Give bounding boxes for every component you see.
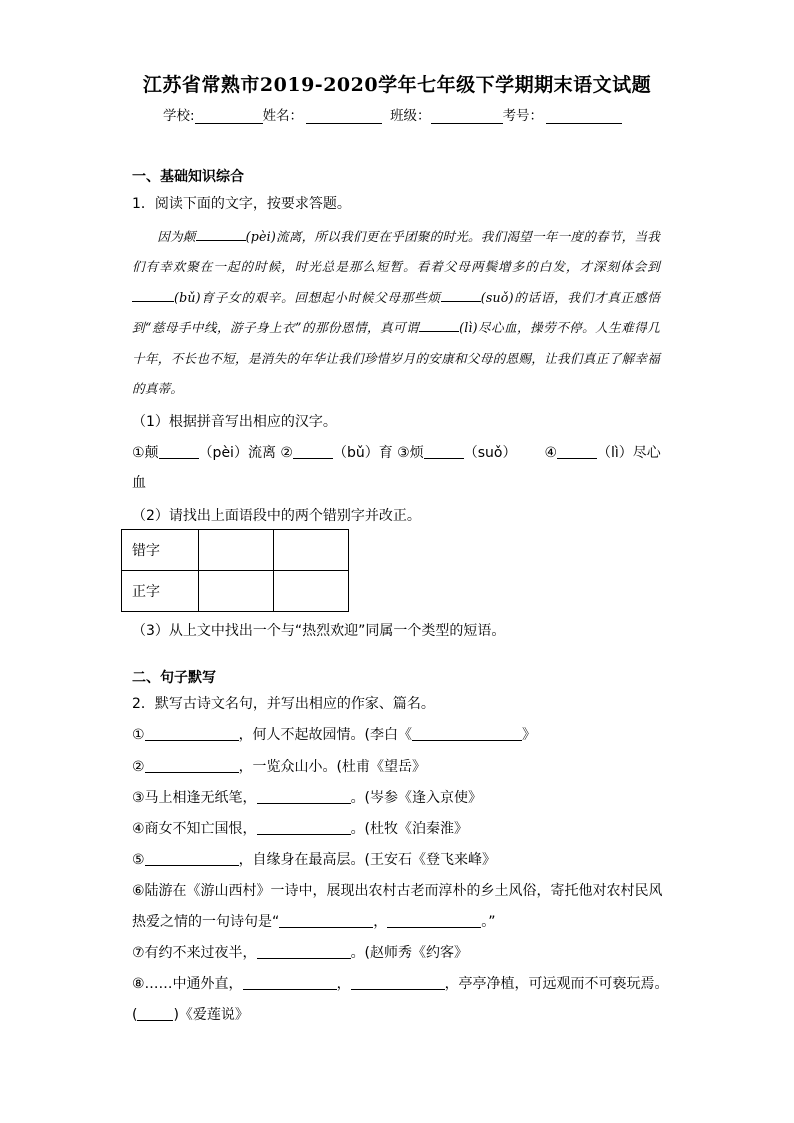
item-text: ， xyxy=(336,976,351,992)
answer-blank-3[interactable] xyxy=(424,444,464,459)
number-field[interactable] xyxy=(546,109,622,124)
poem-item-5 xyxy=(132,849,496,869)
table-cell-input[interactable] xyxy=(274,530,349,571)
poem-blank[interactable] xyxy=(351,975,445,990)
number-label: 考号： xyxy=(502,108,544,124)
class-label: 班级： xyxy=(390,108,431,124)
passage-blank-suo[interactable] xyxy=(441,288,481,302)
table-cell-input[interactable] xyxy=(274,571,349,612)
poem-blank[interactable] xyxy=(243,975,337,990)
poem-item-8-cont xyxy=(132,1004,249,1024)
item-text: ，自缘身在最高层。(王安石《登飞来峰》 xyxy=(238,852,497,868)
poem-blank[interactable] xyxy=(145,758,239,773)
question-2-prompt: 2．默写古诗文名句，并写出相应的作家、篇名。 xyxy=(132,696,435,712)
item-text: ④商女不知亡国恨， xyxy=(132,821,257,837)
passage-blank-li[interactable] xyxy=(419,318,459,332)
poem-item-2 xyxy=(132,756,426,776)
table-header-wrong: 错字 xyxy=(122,530,199,571)
poem-blank[interactable] xyxy=(145,851,239,866)
poem-blank[interactable] xyxy=(257,820,351,835)
passage-text: (lì)尽心血，操劳不停。人生难得几十年，不长也不短，是消失的年华让我们珍惜岁月的安康和父母的恩赐，让我们真正了解幸福的真蒂。 xyxy=(132,320,660,397)
section-heading-1: 一、基础知识综合 xyxy=(132,169,244,185)
item-text: ，亭亭净植，可远观而不可亵玩焉。 xyxy=(444,976,669,992)
item-text: 。” xyxy=(481,914,496,930)
pinyin-answers-wrap: 血 xyxy=(132,475,146,491)
poem-item-6: ⑥陆游在《游山西村》一诗中，展现出农村古老而淳朴的乡土风俗，寄托他对农村民风 xyxy=(132,883,663,899)
table-cell-input[interactable] xyxy=(199,571,274,612)
poem-blank[interactable] xyxy=(257,944,351,959)
poem-blank[interactable] xyxy=(257,789,351,804)
item-text: )《爱莲说》 xyxy=(173,1007,249,1023)
table-cell-input[interactable] xyxy=(199,530,274,571)
answer-label: ④ xyxy=(544,445,558,461)
name-label: 姓名： xyxy=(262,108,304,124)
poem-blank[interactable] xyxy=(279,913,373,928)
item-text: ③马上相逢无纸笔， xyxy=(132,790,257,806)
answer-blank-1[interactable] xyxy=(159,444,199,459)
correction-table xyxy=(121,529,349,612)
item-text: ⑤ xyxy=(132,852,145,868)
poem-blank[interactable] xyxy=(412,726,522,741)
passage-text: (bǔ)育子女的艰辛。回想起小时候父母那些烦 xyxy=(174,289,441,305)
sub-question-1: （1）根据拼音写出相应的汉字。 xyxy=(132,414,337,430)
item-text: ( xyxy=(132,1007,138,1023)
answer-label: （bǔ）育 ③烦 xyxy=(332,445,424,461)
school-field[interactable] xyxy=(195,109,263,124)
section-heading-2: 二、句子默写 xyxy=(132,670,216,686)
poem-blank[interactable] xyxy=(145,726,239,741)
answer-label: （lì）尽心 xyxy=(597,445,661,461)
poem-item-6-cont xyxy=(132,911,496,931)
question-1-prompt: 1．阅读下面的文字，按要求答题。 xyxy=(132,196,351,212)
item-text: 。(赵师秀《约客》 xyxy=(350,945,469,961)
item-text: ⑧……中通外直， xyxy=(132,976,243,992)
item-text: 》 xyxy=(522,727,537,743)
item-text: ，何人不起故园情。(李白《 xyxy=(238,727,413,743)
poem-item-3 xyxy=(132,787,482,807)
item-text: ⑦有约不来过夜半， xyxy=(132,945,257,961)
item-text: ， xyxy=(373,914,388,930)
student-info-line xyxy=(163,104,622,124)
class-field[interactable] xyxy=(431,109,503,124)
answer-blank-4[interactable] xyxy=(557,444,597,459)
poem-blank[interactable] xyxy=(387,913,481,928)
item-text: ② xyxy=(132,759,145,775)
reading-passage xyxy=(132,222,660,404)
poem-item-8 xyxy=(132,973,669,993)
answer-blank-2[interactable] xyxy=(293,444,333,459)
answer-label: （suǒ） xyxy=(463,445,517,461)
passage-text: (pèi)流离，所以我们更在乎团聚的时光。我们渴望一年一度的春节，当我们有幸欢聚在一起的时候，时光总是那么短暂。看着父母两鬓增多的白发，才深刻体会到 xyxy=(132,229,660,275)
passage-blank-pei[interactable] xyxy=(196,227,246,241)
item-text: ① xyxy=(132,727,145,743)
sub-question-2: （2）请找出上面语段中的两个错别字并改正。 xyxy=(132,508,421,524)
poem-blank[interactable] xyxy=(137,1006,173,1021)
school-label: 学校: xyxy=(163,108,195,124)
passage-blank-bu[interactable] xyxy=(132,288,174,302)
sub-question-3: （3）从上文中找出一个与“热烈欢迎”同属一个类型的短语。 xyxy=(132,623,506,639)
name-field[interactable] xyxy=(306,109,382,124)
answer-label: （pèi）流离 ② xyxy=(198,445,293,461)
page-title: 江苏省常熟市2019-2020学年七年级下学期期末语文试题 xyxy=(142,74,652,96)
item-text: 。(杜牧《泊秦淮》 xyxy=(350,821,469,837)
item-text: 。(岑参《逢入京使》 xyxy=(350,790,483,806)
poem-item-4 xyxy=(132,818,468,838)
answer-label: ①颠 xyxy=(132,445,159,461)
poem-item-7 xyxy=(132,942,468,962)
poem-item-1 xyxy=(132,724,536,744)
pinyin-answers-line xyxy=(132,442,661,462)
item-text: 热爱之情的一句诗句是“ xyxy=(132,914,280,930)
item-text: ，一览众山小。(杜甫《望岳》 xyxy=(238,759,427,775)
passage-text: 因为颠 xyxy=(157,229,196,244)
passage-text: (suǒ)的话语，我们才真正感悟到“慈母手中线，游子身上衣”的那份恩情，真可谓 xyxy=(132,289,661,336)
table-header-correct: 正字 xyxy=(122,571,199,612)
